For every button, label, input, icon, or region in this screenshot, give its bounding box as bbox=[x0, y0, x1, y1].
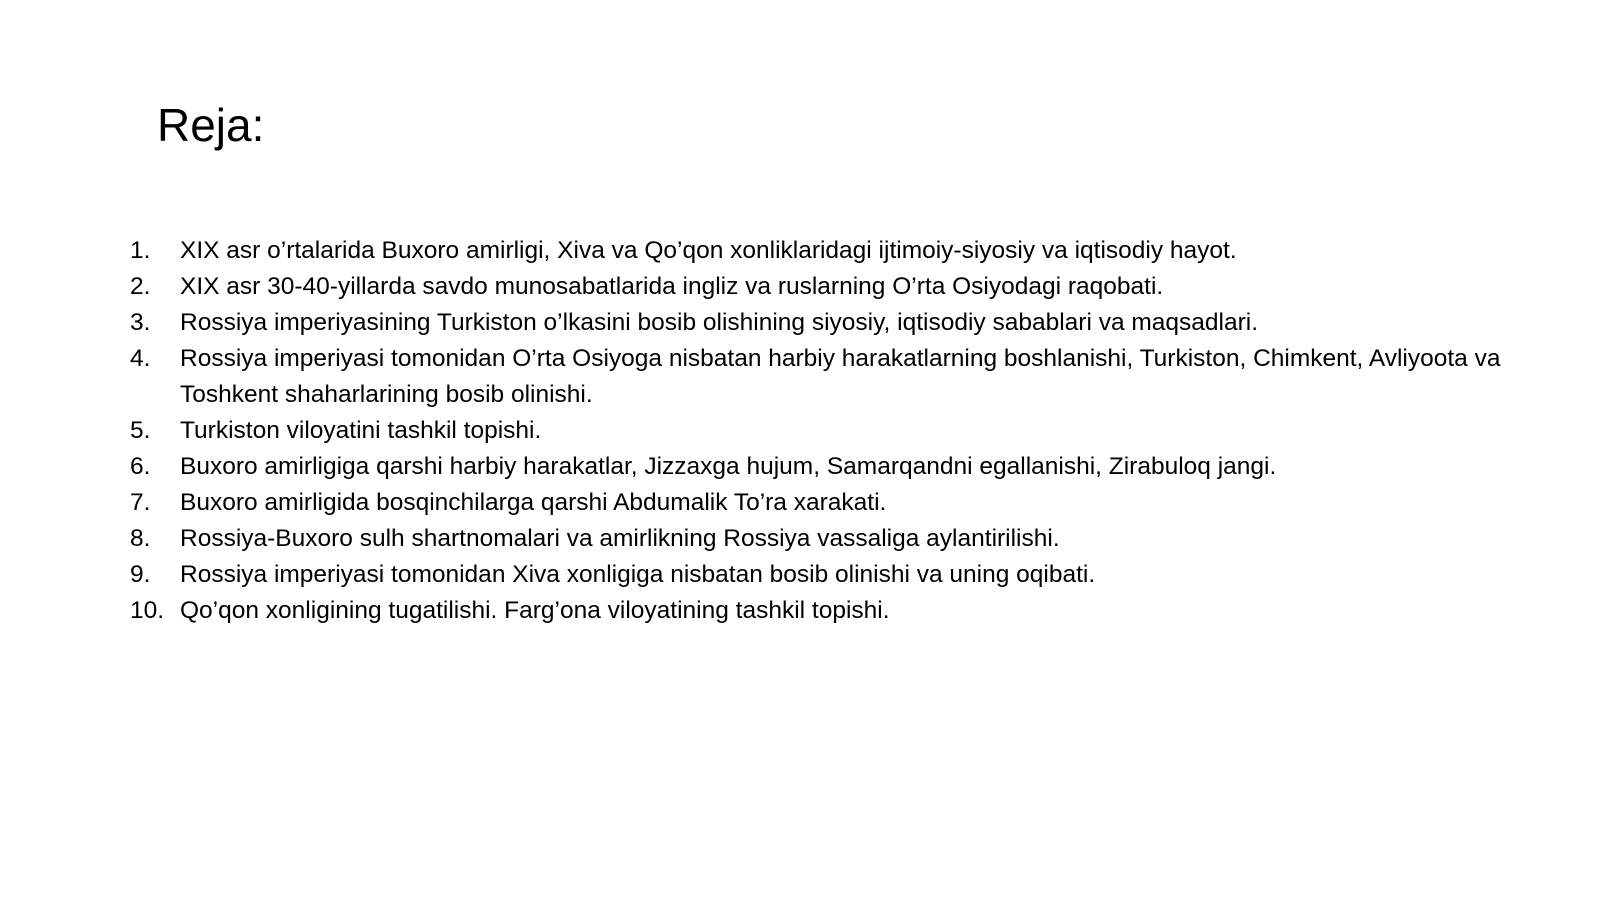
list-item-text: XIX asr 30-40-yillarda savdo munosabatlarida ingliz va ruslarning O’rta Osiyodagi raqobati. bbox=[180, 273, 1164, 300]
list-item bbox=[130, 521, 1560, 557]
list-item-number: 8. bbox=[130, 525, 151, 552]
list-item bbox=[130, 233, 1560, 269]
list-item bbox=[130, 269, 1560, 305]
list-item-text: Turkiston viloyatini tashkil topishi. bbox=[180, 417, 542, 444]
list-item bbox=[130, 485, 1560, 521]
list-item-text: Rossiya imperiyasi tomonidan O’rta Osiyoga nisbatan harbiy harakatlarning boshlanishi, Turkiston, Chimkent, Avliyoota va Toshkent shaharlarining bosib olinishi. bbox=[180, 345, 1501, 408]
list-item bbox=[130, 413, 1560, 449]
slide-title: Reja: bbox=[157, 99, 265, 151]
list-item bbox=[130, 341, 1560, 413]
list-item-number: 7. bbox=[130, 489, 151, 516]
list-item bbox=[130, 557, 1560, 593]
list-item-text: Qo’qon xonligining tugatilishi. Farg’ona viloyatining tashkil topishi. bbox=[180, 597, 890, 624]
list-item-text: Buxoro amirligiga qarshi harbiy harakatlar, Jizzaxga hujum, Samarqandni egallanishi, Zirabuloq jangi. bbox=[180, 453, 1277, 480]
list-item-number: 5. bbox=[130, 417, 151, 444]
list-item-number: 1. bbox=[130, 237, 151, 264]
plan-list bbox=[130, 233, 1560, 629]
list-item-text: Rossiya imperiyasining Turkiston o’lkasini bosib olishining siyosiy, iqtisodiy sabablari va maqsadlari. bbox=[180, 309, 1259, 336]
list-item bbox=[130, 449, 1560, 485]
list-item bbox=[130, 593, 1560, 629]
list-item-number: 3. bbox=[130, 309, 151, 336]
list-item-text: Rossiya imperiyasi tomonidan Xiva xonligiga nisbatan bosib olinishi va uning oqibati. bbox=[180, 561, 1096, 588]
list-item-text: Buxoro amirligida bosqinchilarga qarshi Abdumalik To’ra xarakati. bbox=[180, 489, 887, 516]
list-item-number: 2. bbox=[130, 273, 151, 300]
list-item bbox=[130, 305, 1560, 341]
list-item-number: 10. bbox=[130, 597, 165, 624]
list-item-number: 9. bbox=[130, 561, 151, 588]
list-item-text: Rossiya-Buxoro sulh shartnomalari va amirlikning Rossiya vassaliga aylantirilishi. bbox=[180, 525, 1060, 552]
list-item-text: XIX asr o’rtalarida Buxoro amirligi, Xiva va Qo’qon xonliklaridagi ijtimoiy-siyosiy va iqtisodiy hayot. bbox=[180, 237, 1237, 264]
list-item-number: 6. bbox=[130, 453, 151, 480]
list-item-number: 4. bbox=[130, 345, 151, 372]
